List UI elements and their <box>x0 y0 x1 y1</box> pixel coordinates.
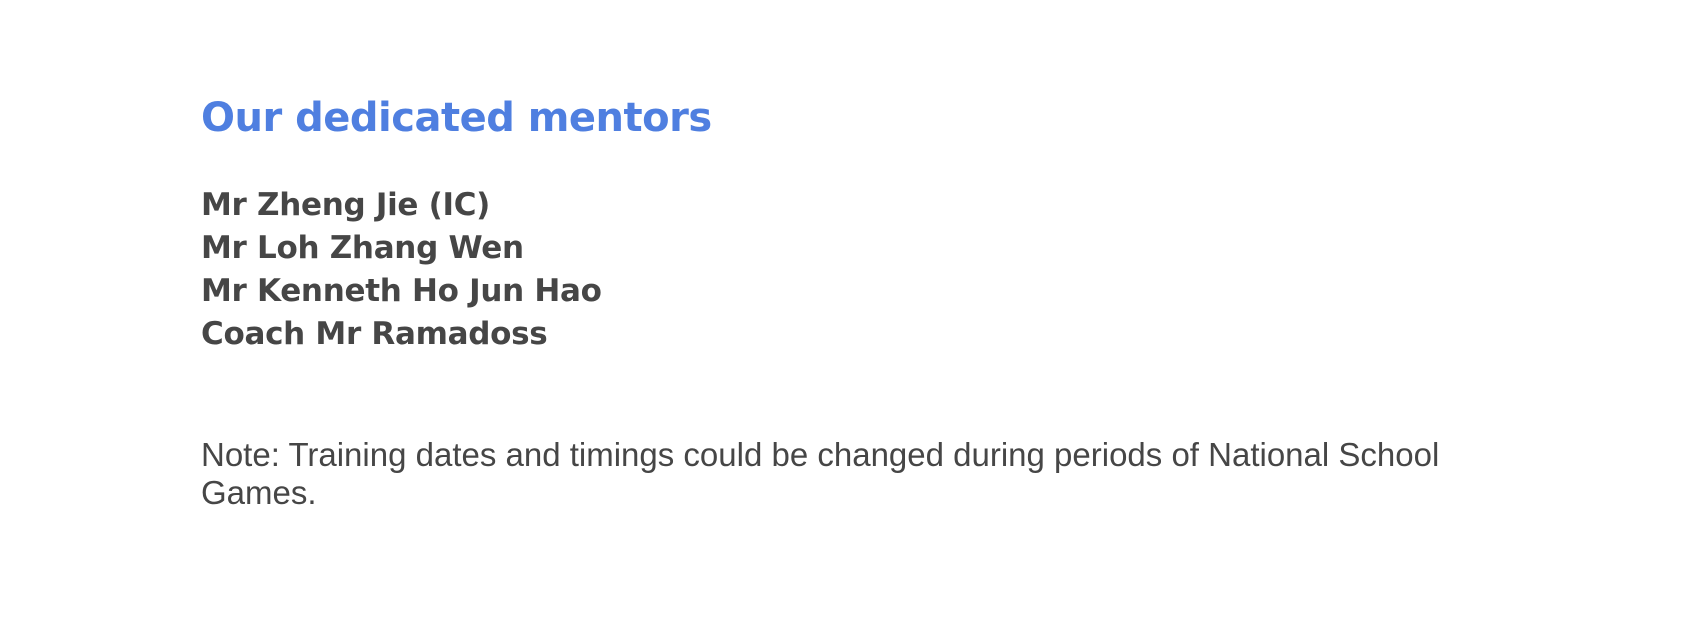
mentor-name: Mr Loh Zhang Wen <box>201 230 524 266</box>
mentor-name: Mr Zheng Jie (IC) <box>201 187 491 223</box>
mentor-list <box>201 184 1521 356</box>
section-heading: Our dedicated mentors <box>201 95 712 141</box>
training-note: Note: Training dates and timings could be changed during periods of National School Games. <box>201 436 1440 511</box>
mentors-section <box>201 90 1521 512</box>
mentor-name: Mr Kenneth Ho Jun Hao <box>201 273 602 309</box>
mentor-name: Coach Mr Ramadoss <box>201 316 548 352</box>
